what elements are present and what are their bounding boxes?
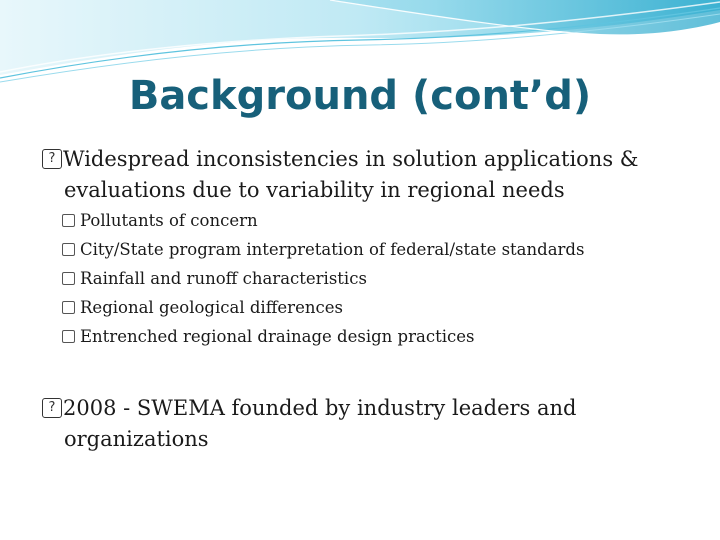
- sub-bullet-list: [62, 210, 584, 355]
- bullet-1-line-2: evaluations due to variability in regional needs: [64, 178, 565, 202]
- sub-bullet-text: Entrenched regional drainage design practices: [80, 327, 475, 346]
- bullet-1: [42, 144, 702, 206]
- sub-bullet-item: [62, 210, 584, 239]
- sub-bullet-marker-icon: [62, 214, 75, 227]
- sub-bullet-text: Pollutants of concern: [80, 211, 258, 230]
- bullet-2-text-1: 2008 - SWEMA founded by industry leaders and: [63, 396, 577, 420]
- bullet-marker-icon: [42, 398, 62, 418]
- sub-bullet-text: Regional geological differences: [80, 298, 343, 317]
- sub-bullet-item: [62, 326, 584, 355]
- bullet-1-line-1: [42, 144, 702, 175]
- bullet-2: [42, 393, 702, 455]
- sub-bullet-marker-icon: [62, 330, 75, 343]
- sub-bullet-marker-icon: [62, 272, 75, 285]
- sub-bullet-text: City/State program interpretation of federal/state standards: [80, 240, 585, 259]
- bullet-2-line-1: [42, 393, 702, 424]
- sub-bullet-item: [62, 297, 584, 326]
- sub-bullet-marker-icon: [62, 301, 75, 314]
- bullet-1-text-1: Widespread inconsistencies in solution applications &: [63, 147, 639, 171]
- bullet-marker-icon: [42, 149, 62, 169]
- slide-title: Background (cont’d): [128, 73, 592, 119]
- sub-bullet-marker-icon: [62, 243, 75, 256]
- bullet-2-line-2: organizations: [64, 427, 209, 451]
- sub-bullet-text: Rainfall and runoff characteristics: [80, 269, 367, 288]
- sub-bullet-item: [62, 239, 584, 268]
- sub-bullet-item: [62, 268, 584, 297]
